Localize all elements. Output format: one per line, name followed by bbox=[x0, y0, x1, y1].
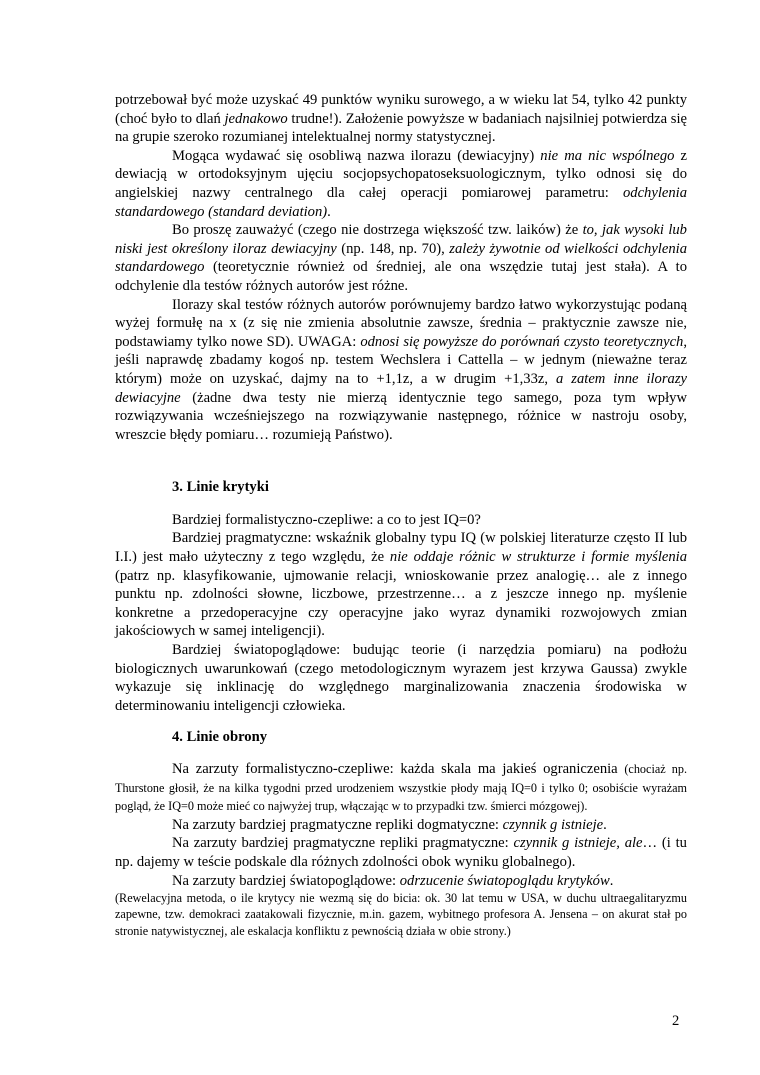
paragraph-worldview-critique: Bardziej światopoglądowe: budując teorie (i narzędzia pomiaru) na podłożu biologicznych uwarunkowań (czego metodologicznym wyrazem jest krzywa Gaussa) zwykle wykazuje się inklinację do względnego marginalizowania znaczenia środowiska w determinowaniu inteligencji człowieka. bbox=[115, 642, 687, 714]
paragraph-iq-age-example: potrzebował być może uzyskać 49 punktów wyniku surowego, a w wieku lat 54, tylko 42 punkty (choć było to dlań jednakowo trudne!). Założenie powyższe w badaniach najsilniej potwierdza się na grupie szeroko rozumianej intelektualnej normy statystycznej. bbox=[115, 92, 687, 146]
paragraph-pragmatic-critique: Bardziej pragmatyczne: wskaźnik globalny typu IQ (w polskiej literaturze często II lub I.I.) jest mało użyteczny z tego względu, że nie oddaje różnic w strukturze i formie myślenia (patrz np. klasyfikowanie, ujmowanie relacji, wnioskowanie przez analogię… ale z innego punktu np. zdolności słowne, liczbowe, przestrzenne… a z jeszcze innego np. myślenie konkretne a przedoperacyjne czy operacyjne jako wyraz dynamiki rozwojowych zmian jakościowych w samej inteligencji). bbox=[115, 530, 688, 640]
body-text bbox=[115, 91, 687, 939]
paragraph-dogmatic-defense: Na zarzuty bardziej pragmatyczne repliki dogmatyczne: czynnik g istnieje. bbox=[172, 816, 607, 833]
page-number: 2 bbox=[672, 1013, 680, 1029]
section-heading-defense: 4. Linie obrony bbox=[172, 729, 268, 746]
paragraph-formalistic-critique: Bardziej formalistyczno-czepliwe: a co to jest IQ=0? bbox=[172, 511, 481, 528]
paragraph-comparing-scales: Ilorazy skal testów różnych autorów porównujemy bardzo łatwo wykorzystując podaną wyżej formułę na x (z się nie zmienia absolutnie zawsze, średnia – praktycznie zawsze nie, podstawiamy tylko nowe SD). UWAGA: odnosi się powyższe do porównań czysto teoretycznych, jeśli naprawdę zbadamy kogoś np. testem Wechslera i Cattella – w jednym (nieważne teraz którym) może on uzyskać, dajmy na to +1,1z, a w drugim +1,33z, a zatem inne ilorazy dewiacyjne (żadne dwa testy nie mierzą identycznie tego samego, poza tym wpływ rozwiązywania wcześniejszego na rozwiązywanie następnego, różnice w nastroju osoby, wreszcie błędy pomiaru… rozumieją Państwo). bbox=[115, 296, 687, 443]
paragraph-formalistic-defense: Na zarzuty formalistyczno-czepliwe: każda skala ma jakieś ograniczenia (chociaż np. Thurstone głosił, że na kilka tygodni przed urodzeniem wszystkie płody mają IQ=0 i tylko 0; osobiście wyrażam pogląd, że IQ=0 może mieć co najwyżej trup, włączając w to przypadki tzw. śmierci mózgowej). bbox=[115, 761, 687, 814]
paragraph-deviation-name: Mogąca wydawać się osobliwą nazwa ilorazu (dewiacyjny) nie ma nic wspólnego z dewiacją w ortodoksyjnym ujęciu socjopsychopatoseksuologicznym, tylko odnosi się do angielskiej nazwy centralnego dla całej operacji pomiarowej parametru: odchylenia standardowego (standard deviation). bbox=[115, 147, 687, 220]
paragraph-standard-deviation: Bo proszę zauważyć (czego nie dostrzega większość tzw. laików) że to, jak wysoki lub niski jest określony iloraz dewiacyjny (np. 148, np. 70), zależy żywotnie od wielkości odchylenia standardowego (teoretycznie również od średniej, ale ona wszędzie tutaj jest stała). A to odchylenie dla testów różnych autorów jest różne. bbox=[115, 222, 687, 294]
paragraph-pragmatic-defense: Na zarzuty bardziej pragmatyczne repliki pragmatyczne: czynnik g istnieje, ale… (i tu np. dajemy w teście podskale dla różnych zdolności obok wyniku globalnego). bbox=[115, 835, 687, 870]
paragraph-worldview-defense: Na zarzuty bardziej światopoglądowe: odrzucenie światopoglądu krytyków. bbox=[172, 872, 614, 889]
footnote-jensen: (Rewelacyjna metoda, o ile krytycy nie wezmą się do bicia: ok. 30 lat temu w USA, w duchu ultraegalitaryzmu zapewne, tzw. demokraci zaatakowali fizycznie, m.in. gazem, wybitnego profesora A. Jensena – on akurat stał po stronie natywistycznej, ale eskalacja konfliktu z pewnością działa w obie strony.) bbox=[115, 891, 687, 938]
footnote-thurstone: (chociaż np. Thurstone głosił, że na kilka tygodni przed urodzeniem wszystkie płody mają IQ=0 i tylko 0; osobiście wyrażam pogląd, że IQ=0 może mieć co najwyżej trup, włączając w to przypadki tzw. śmierci mózgowej). bbox=[115, 762, 687, 814]
section-heading-criticism: 3. Linie krytyki bbox=[172, 479, 269, 496]
